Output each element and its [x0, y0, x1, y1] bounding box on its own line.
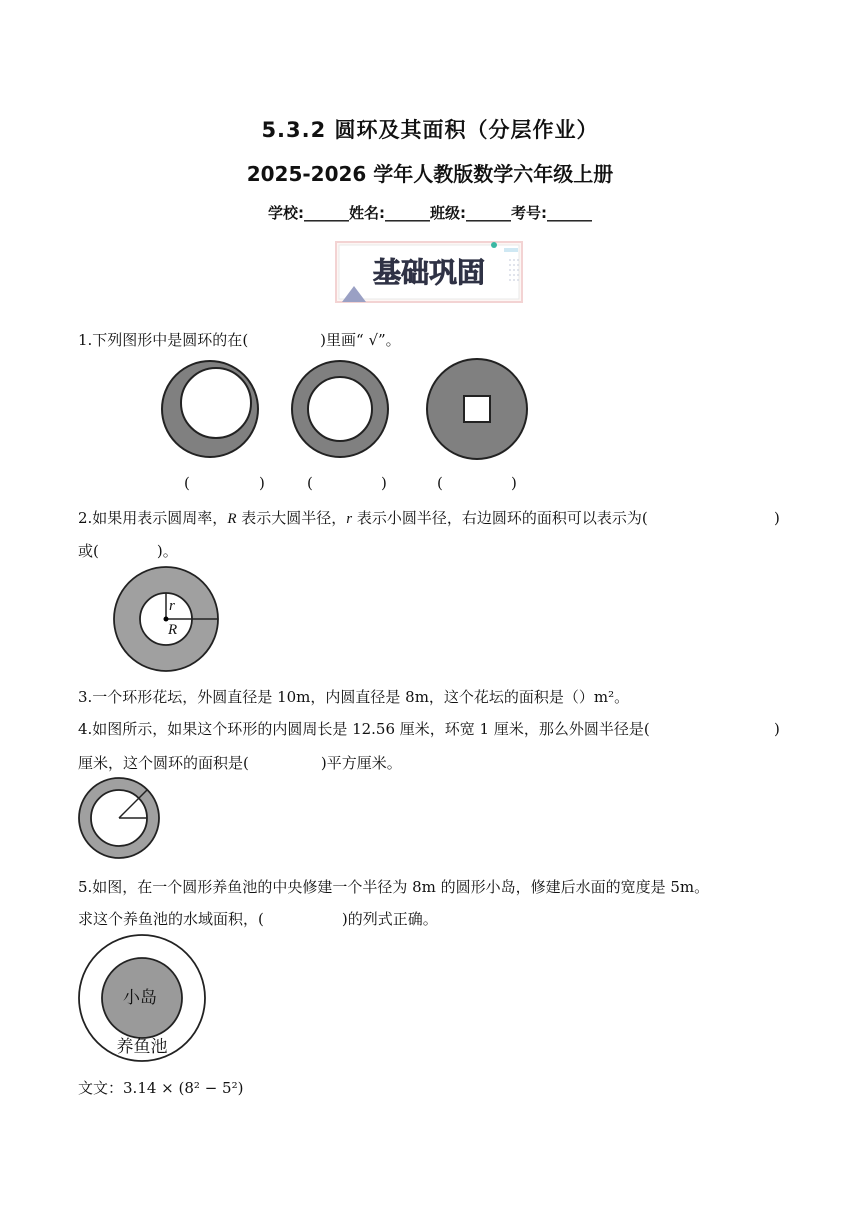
q4-text-d: )平方厘米。 [320, 754, 402, 772]
answer-formula: 3.14 × (8² − 5²) [123, 1079, 244, 1097]
q2-text-f: )。 [156, 542, 178, 560]
q2-fig-label-R: R [168, 622, 178, 638]
q1-paren-close-1: ) [259, 474, 265, 492]
student-info-line: 学校:______姓名:______班级:______考号:______ [268, 204, 592, 222]
q1-paren-open-1: ( [184, 474, 190, 492]
q2-text-b: 表示大圆半径， [236, 509, 347, 527]
concentric-ring-figure [292, 361, 388, 457]
q5-pond-figure [76, 934, 208, 1064]
q4-ring-figure [77, 776, 163, 862]
question-2-line-2 [78, 540, 178, 562]
section-badge [334, 240, 524, 304]
q1-paren-close-3: ) [511, 474, 517, 492]
answer-option-wenwen [78, 1077, 243, 1099]
q1-text-a: 1.下列图形中是圆环的在( [78, 331, 249, 349]
worksheet-title: 5.3.2 圆环及其面积（分层作业） [261, 118, 599, 142]
q1-figures [160, 356, 535, 466]
question-3: 3.一个环形花坛，外圆直径是 10m，内圆直径是 8m，这个花坛的面积是（）m²。 [78, 688, 630, 706]
q2-text-c: 表示小圆半径，右边圆环的面积可以表示为( [352, 509, 648, 527]
q2-symbol-R: R [227, 511, 237, 527]
question-5-line-1: 5.如图，在一个圆形养鱼池的中央修建一个半径为 8m 的圆形小岛，修建后水面的宽度是 5m。 [78, 878, 710, 896]
question-4-line-2 [78, 752, 402, 774]
question-1 [78, 329, 401, 351]
answer-prefix: 文文： [78, 1079, 124, 1097]
q4-paren-close-1: ) [774, 720, 780, 738]
eccentric-ring-figure [162, 361, 258, 457]
q1-paren-open-3: ( [437, 474, 443, 492]
q5-text-b: 求这个养鱼池的水域面积，( [78, 910, 264, 928]
q4-text-a: 4.如图所示，如果这个环形的内圆周长是 12.56 厘米，环宽 1 厘米，那么外圆半径是( [78, 720, 650, 738]
q2-paren-close-1: ) [774, 509, 780, 527]
q1-paren-open-2: ( [307, 474, 313, 492]
q2-fig-label-r: r [169, 598, 175, 614]
q4-text-c: 厘米，这个圆环的面积是( [78, 754, 249, 772]
island-label: 小岛 [123, 988, 157, 1008]
section-badge-text: 基础巩固 [372, 256, 486, 289]
q5-text-c: )的列式正确。 [341, 910, 438, 928]
q2-symbol-r: r [346, 511, 353, 527]
q2-text-e: 或( [78, 542, 99, 560]
pond-label: 养鱼池 [116, 1037, 168, 1057]
question-5-line-2 [78, 908, 438, 930]
q1-paren-close-2: ) [381, 474, 387, 492]
q1-text-b: )里画“ √”。 [320, 331, 401, 349]
q2-ring-figure [110, 565, 222, 673]
circle-with-square-figure [427, 359, 527, 459]
q2-text-a: 2.如果用表示圆周率， [78, 509, 228, 527]
worksheet-subtitle: 2025-2026 学年人教版数学六年级上册 [246, 162, 614, 186]
question-2-line-1 [78, 507, 648, 530]
question-4-line-1 [78, 718, 650, 740]
